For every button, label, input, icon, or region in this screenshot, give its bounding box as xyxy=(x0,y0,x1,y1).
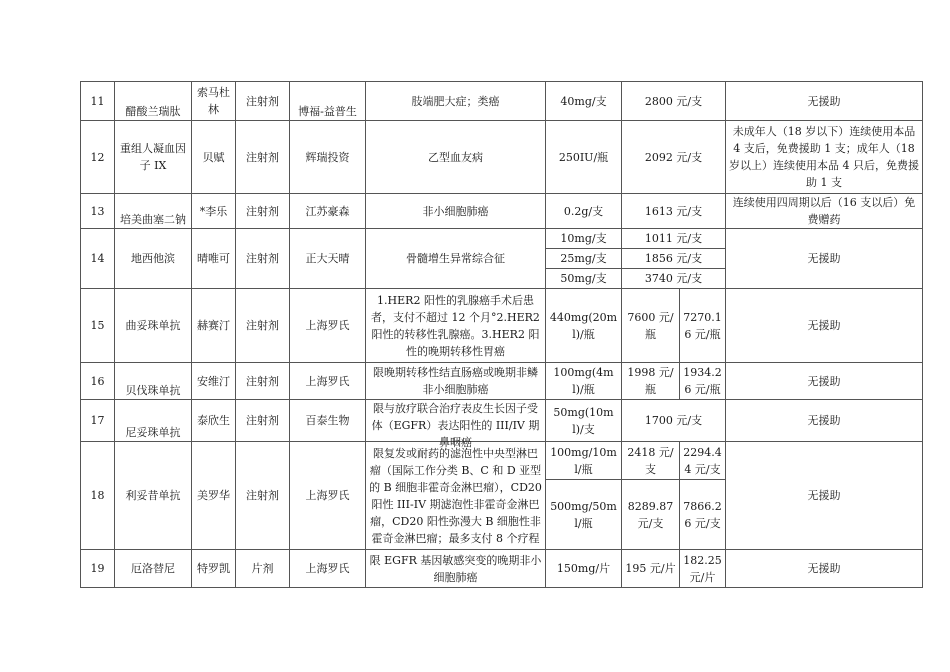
table-row xyxy=(81,400,923,442)
dosage-form: 注射剂 xyxy=(236,194,290,229)
specification: 50mg(10ml)/支 xyxy=(546,400,622,442)
specification: 150mg/片 xyxy=(546,550,622,588)
dosage-form: 注射剂 xyxy=(236,229,290,289)
indication: 骨髓增生异常综合征 xyxy=(366,229,546,289)
specification: 100mg(4ml)/瓶 xyxy=(546,363,622,400)
price: 2092 元/支 xyxy=(622,121,726,194)
company: 博福-益普生 xyxy=(290,82,366,121)
generic-name: 醋酸兰瑞肽 xyxy=(115,82,192,121)
price: 1856 元/支 xyxy=(622,249,726,269)
brand-name: 晴唯可 xyxy=(192,229,236,289)
specification: 100mg/10ml/瓶 xyxy=(546,442,622,480)
dosage-form: 片剂 xyxy=(236,550,290,588)
brand-name: 美罗华 xyxy=(192,442,236,550)
generic-name: 利妥昔单抗 xyxy=(115,442,192,550)
row-number: 19 xyxy=(81,550,115,588)
generic-name: 贝伐珠单抗 xyxy=(115,363,192,400)
indication: 肢端肥大症；类癌 xyxy=(366,82,546,121)
price: 1011 元/支 xyxy=(622,229,726,249)
indication: 限复发或耐药的滤泡性中央型淋巴瘤（国际工作分类 B、C 和 D 亚型的 B 细胞非霍奇金淋巴瘤），CD20 阳性 III-IV 期滤泡性非霍奇金淋巴瘤，CD20 阳性弥漫大 B 细胞性非霍奇金淋巴瘤；最多支付 8 个疗程 xyxy=(366,442,546,550)
generic-name: 地西他滨 xyxy=(115,229,192,289)
price-2: 7270.16 元/瓶 xyxy=(680,289,726,363)
price: 2800 元/支 xyxy=(622,82,726,121)
dosage-form: 注射剂 xyxy=(236,363,290,400)
indication: 乙型血友病 xyxy=(366,121,546,194)
company: 正大天晴 xyxy=(290,229,366,289)
row-number: 11 xyxy=(81,82,115,121)
table-row xyxy=(81,194,923,229)
specification: 10mg/支 xyxy=(546,229,622,249)
brand-name: 赫赛汀 xyxy=(192,289,236,363)
specification: 40mg/支 xyxy=(546,82,622,121)
aid-policy: 无援助 xyxy=(726,82,923,121)
dosage-form: 注射剂 xyxy=(236,289,290,363)
table-row xyxy=(81,82,923,121)
indication: 限晚期转移性结直肠癌或晚期非鳞非小细胞肺癌 xyxy=(366,363,546,400)
indication: 非小细胞肺癌 xyxy=(366,194,546,229)
row-number: 17 xyxy=(81,400,115,442)
indication: 限 EGFR 基因敏感突变的晚期非小细胞肺癌 xyxy=(366,550,546,588)
indication-text: 限与放疗联合治疗表皮生长因子受体（EGFR）表达阳性的 III/IV 期鼻咽癌 xyxy=(371,402,540,449)
price: 195 元/片 xyxy=(622,550,680,588)
price: 8289.87 元/支 xyxy=(622,480,680,550)
table-row xyxy=(81,363,923,400)
price: 1998 元/瓶 xyxy=(622,363,680,400)
price-2: 2294.44 元/支 xyxy=(680,442,726,480)
table-row xyxy=(81,229,923,249)
row-number: 18 xyxy=(81,442,115,550)
brand-name: 贝赋 xyxy=(192,121,236,194)
generic-name: 重组人凝血因子 IX xyxy=(115,121,192,194)
company: 辉瑞投资 xyxy=(290,121,366,194)
aid-policy: 无援助 xyxy=(726,289,923,363)
company: 上海罗氏 xyxy=(290,442,366,550)
company: 上海罗氏 xyxy=(290,289,366,363)
dosage-form: 注射剂 xyxy=(236,442,290,550)
dosage-form: 注射剂 xyxy=(236,82,290,121)
aid-policy: 无援助 xyxy=(726,363,923,400)
row-number: 14 xyxy=(81,229,115,289)
indication: 1.HER2 阳性的乳腺癌手术后患者，支付不超过 12 个月°2.HER2 阳性的转移性乳腺癌。3.HER2 阳性的晚期转移性胃癌 xyxy=(366,289,546,363)
table-row xyxy=(81,289,923,363)
price-2: 1934.26 元/瓶 xyxy=(680,363,726,400)
generic-name: 尼妥珠单抗 xyxy=(115,400,192,442)
price: 7600 元/瓶 xyxy=(622,289,680,363)
company: 江苏豪森 xyxy=(290,194,366,229)
price: 3740 元/支 xyxy=(622,269,726,289)
dosage-form: 注射剂 xyxy=(236,400,290,442)
brand-name: 泰欣生 xyxy=(192,400,236,442)
aid-policy: 无援助 xyxy=(726,550,923,588)
aid-policy: 无援助 xyxy=(726,400,923,442)
company: 上海罗氏 xyxy=(290,363,366,400)
drug-price-table xyxy=(80,81,923,588)
table-row xyxy=(81,121,923,194)
row-number: 13 xyxy=(81,194,115,229)
row-number: 12 xyxy=(81,121,115,194)
aid-policy: 无援助 xyxy=(726,229,923,289)
row-number: 15 xyxy=(81,289,115,363)
aid-policy: 未成年人（18 岁以下）连续使用本品 4 支后，免费援助 1 支；成年人（18 岁以上）连续使用本品 4 只后，免费援助 1 支 xyxy=(726,121,923,194)
aid-policy: 无援助 xyxy=(726,442,923,550)
price-2: 182.25 元/片 xyxy=(680,550,726,588)
specification: 500mg/50ml/瓶 xyxy=(546,480,622,550)
specification: 0.2g/支 xyxy=(546,194,622,229)
company: 百泰生物 xyxy=(290,400,366,442)
specification: 25mg/支 xyxy=(546,249,622,269)
specification: 250IU/瓶 xyxy=(546,121,622,194)
aid-policy: 连续使用四周期以后（16 支以后）免费赠药 xyxy=(726,194,923,229)
brand-name: 特罗凯 xyxy=(192,550,236,588)
indication xyxy=(366,400,546,449)
generic-name: 培美曲塞二钠 xyxy=(115,194,192,229)
generic-name: 曲妥珠单抗 xyxy=(115,289,192,363)
company: 上海罗氏 xyxy=(290,550,366,588)
specification: 440mg(20ml)/瓶 xyxy=(546,289,622,363)
table-row xyxy=(81,550,923,588)
dosage-form: 注射剂 xyxy=(236,121,290,194)
brand-name: 安维汀 xyxy=(192,363,236,400)
brand-name: 索马杜林 xyxy=(192,82,236,121)
row-number: 16 xyxy=(81,363,115,400)
specification: 50mg/支 xyxy=(546,269,622,289)
price: 2418 元/支 xyxy=(622,442,680,480)
price-2: 7866.26 元/支 xyxy=(680,480,726,550)
price: 1700 元/支 xyxy=(622,400,726,442)
price: 1613 元/支 xyxy=(622,194,726,229)
table-row xyxy=(81,442,923,480)
generic-name: 厄洛替尼 xyxy=(115,550,192,588)
brand-name: *李乐 xyxy=(192,194,236,229)
